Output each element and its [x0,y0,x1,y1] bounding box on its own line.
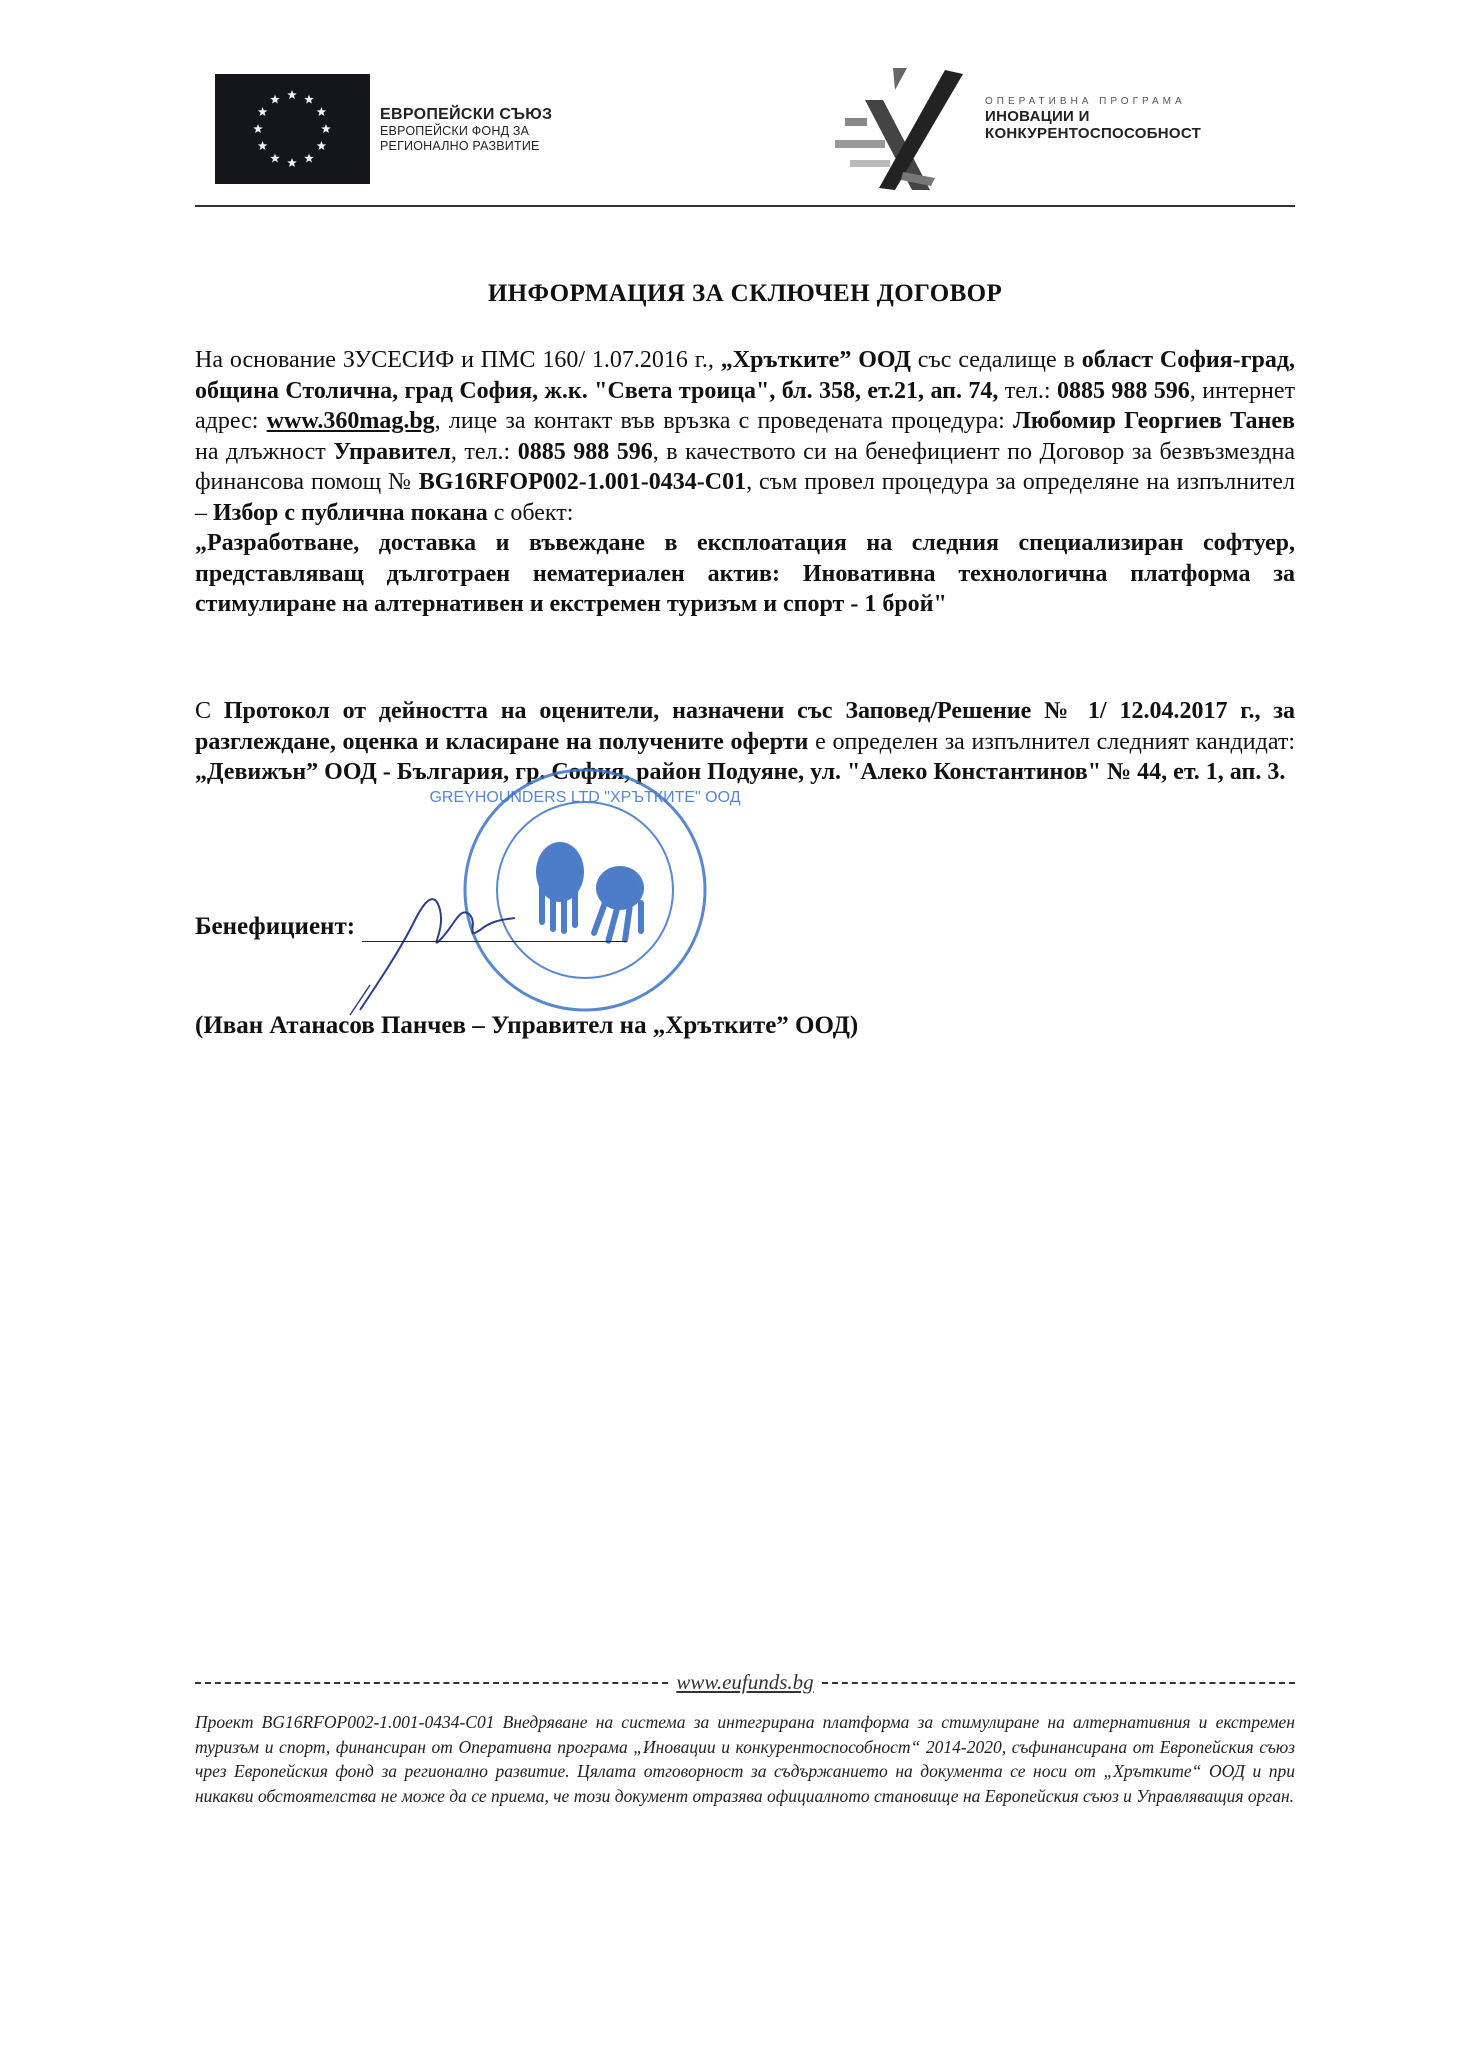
contractor-details: „Девижън” ООД - България, гр. София, район Подуяне, ул. "Алеко Константинов" № 44, ет. 1, ап. 3. [195,759,1286,785]
text-segment: , съм провел процедура за определяне на изпълнител – [195,469,1295,526]
procedure-type: Избор с публична покана [213,499,488,526]
op-line1: ОПЕРАТИВНА ПРОГРАМА [985,96,1186,107]
eu-logo-text [380,106,552,153]
dashed-rule [822,1682,1295,1684]
contract-number: BG16RFOP002-1.001-0434-C01 [418,469,747,495]
eu-star-icon [270,95,280,104]
protocol-reference: Протокол от дейността на оценители, назначени със Заповед/Решение № 1/ 12.04.2017 г., за разглеждане, оценка и класиране на получените оферти [195,698,1296,755]
op-logo-text [985,96,1201,142]
header-divider [195,205,1295,207]
text-segment: с обект: [487,499,574,526]
eu-star-icon [258,107,268,116]
procurement-subject: „Разработване, доставка и въвеждане в експлоатация на следния специализиран софтуер, представляващ дълготраен нематериален актив: Иновативна технологична платформа за стимулиране на алтернативен и екстремен туризъм и спорт - 1 брой" [195,530,1295,617]
text-segment: тел.: [998,377,1057,404]
eu-star-icon [253,124,263,133]
handprint-icon [536,842,644,944]
contractor-paragraph [195,696,1295,788]
text-segment: на длъжност [195,438,334,465]
eu-line2: ЕВРОПЕЙСКИ ФОНД ЗА [380,124,530,139]
stamp-text: GREYHOUNDERS LTD "ХРЪТКИТЕ" ООД [429,789,741,806]
op-line3: КОНКУРЕНТОСПОСОБНОСТ [985,124,1202,142]
text-segment: , интернет адрес: [195,377,1295,434]
footer-disclaimer: Проект BG16RFOP002-1.001-0434-C01 Внедряване на система за интегрирана платформа за стимулиране на алтернативния и екстремен туризъм и спорт, финансиран от Оперативна програма „Иновации и конкурентоспособност“ 2014-2020, съфинансирана от Европейския съюз чрез Европейския фонд за регионално развитие. Цялата отговорност за съдържанието на документа се носи от „Хрътките“ ООД и при никакви обстоятелства не може да се приема, че този документ отразява официалното становище на Европейския съюз и Управляващия орган. [195,1712,1295,1806]
beneficiary-label: Бенефициент: [195,913,356,940]
eu-star-icon [317,141,327,150]
company-phone: 0885 988 596 [1056,377,1190,404]
company-name: „Хрътките” ООД [720,347,911,373]
eu-star-icon [304,95,314,104]
text-segment: със седалище в [910,347,1082,373]
website-link[interactable]: www.360mag.bg [266,408,435,434]
dashed-rule [195,1682,668,1684]
text-segment: С [195,698,224,724]
signature-line [362,941,627,942]
eu-star-icon [317,107,327,116]
eu-star-icon [321,124,331,133]
contact-person: Любомир Георгиев Танев [1012,408,1295,434]
eu-line3: РЕГИОНАЛНО РАЗВИТИЕ [380,138,540,153]
eu-flag-logo [215,74,370,184]
eu-star-icon [287,158,297,167]
handwritten-signature [340,860,540,1020]
text-segment: , лице за контакт във връзка с проведената процедура: [434,408,1013,434]
op-line2: ИНОВАЦИИ И [985,107,1090,125]
company-address: област София-град, община Столична, град София, ж.к. "Света троица", бл. 358, ет.21, ап. 74, [195,347,1296,404]
text-segment: , в качеството си на бенефициент по Договор за безвъзмездна финансова помощ № [195,438,1295,495]
contact-phone: 0885 988 596 [517,438,653,465]
contact-position: Управител [333,438,451,465]
eu-star-icon [304,153,314,162]
footer-url-link[interactable]: www.eufunds.bg [676,1670,814,1694]
contract-info-paragraph [195,345,1295,620]
eu-stars-icon [215,74,370,184]
text-segment: На основание ЗУСЕСИФ и ПМС 160/ 1.07.2016 г., [195,347,721,373]
text-segment: е определен за изпълнител следният кандидат: [808,728,1296,755]
eu-star-icon [287,90,297,99]
manager-name: (Иван Атанасов Панчев – Управител на „Хрътките” ООД) [195,1012,859,1039]
eu-line1: ЕВРОПЕЙСКИ СЪЮЗ [380,106,553,123]
document-title: ИНФОРМАЦИЯ ЗА СКЛЮЧЕН ДОГОВОР [487,280,1003,307]
text-segment: , тел.: [450,438,518,465]
eu-star-icon [270,153,280,162]
eu-star-icon [258,141,268,150]
footer-divider [195,1670,1295,1695]
op-innovation-logo-icon [835,60,975,195]
